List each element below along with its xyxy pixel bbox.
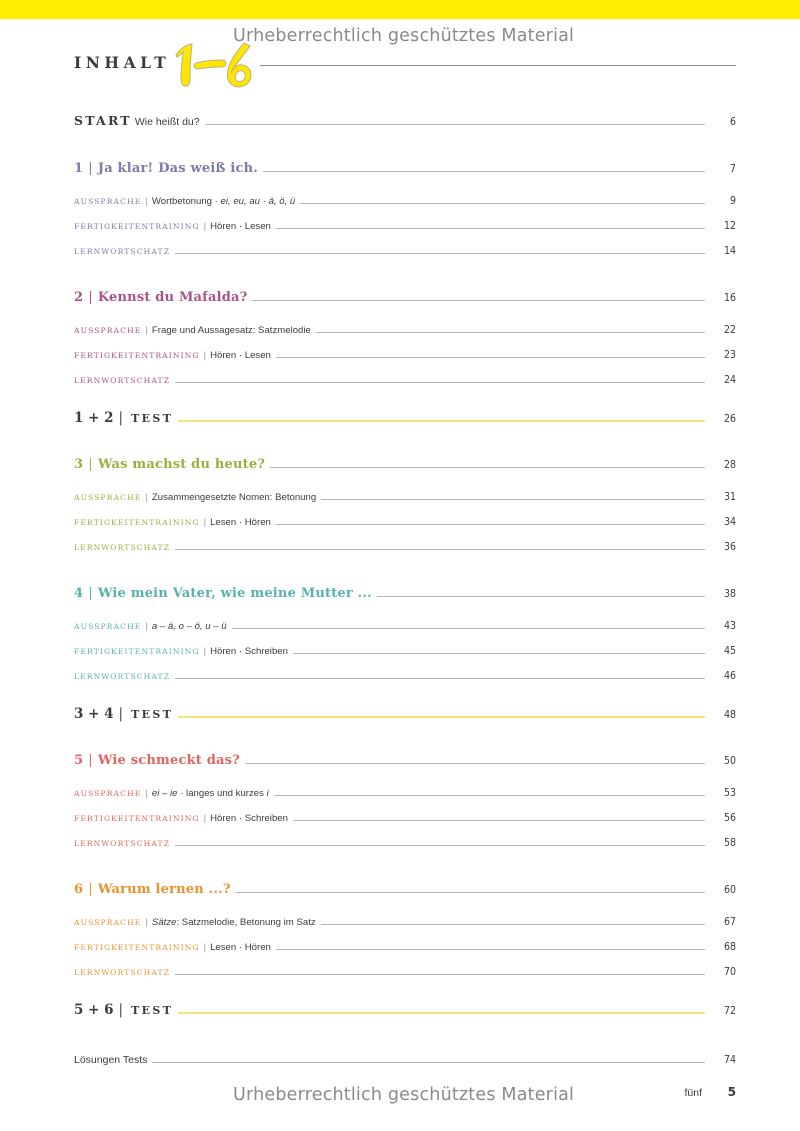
page-number: 74 [723, 1054, 736, 1066]
subrow-label-group [74, 808, 288, 826]
subrow-label-group [74, 370, 170, 388]
leader-line [300, 203, 705, 204]
unit-separator: | [88, 882, 93, 897]
unit-separator: | [88, 290, 93, 305]
subrow-text: Hören · Lesen [210, 350, 271, 361]
start-text: Wie heißt du? [134, 116, 200, 128]
page-footer [74, 1085, 736, 1105]
page-number: 53 [723, 787, 736, 799]
subrow-separator: | [203, 517, 207, 528]
toc-row-unit-6[interactable] [74, 882, 736, 897]
unit-title: Was machst du heute? [97, 457, 266, 472]
subrow-separator: | [145, 788, 148, 799]
page-number: 24 [723, 374, 736, 386]
page-number: 22 [723, 324, 736, 336]
unit-heading [74, 586, 372, 601]
subrow-label-group [74, 616, 227, 634]
leader-line [175, 974, 705, 975]
toc-row-test-5+6[interactable] [74, 1002, 736, 1018]
page-number: 28 [723, 459, 736, 471]
leader-line [205, 124, 705, 125]
page-title: INHALT [74, 53, 171, 72]
test-word: TEST [131, 1004, 174, 1017]
leader-line-yellow [178, 420, 705, 423]
subrow-category: AUSSPRACHE [74, 622, 142, 631]
toc-subrow-fertigkeitentraining[interactable] [74, 808, 736, 826]
page-number: 60 [723, 884, 736, 896]
toc-subrow-fertigkeitentraining[interactable] [74, 216, 736, 234]
subrow-separator: | [203, 813, 207, 824]
spacer [74, 980, 736, 1002]
toc-row-solutions[interactable] [74, 1054, 736, 1067]
subrow-text: Lesen · Hören [210, 517, 271, 528]
page-number: 43 [723, 620, 736, 632]
leader-line [276, 228, 705, 229]
toc-subrow-lernwortschatz[interactable] [74, 833, 736, 851]
spacer [74, 684, 736, 706]
leader-line [236, 892, 705, 893]
subrow-label-group [74, 216, 271, 234]
top-yellow-banner [0, 0, 800, 19]
subrow-label-group [74, 241, 170, 259]
subrow-category: FERTIGKEITENTRAINING [74, 943, 200, 952]
subrow-text: Sätze: Satzmelodie, Betonung im Satz [151, 917, 316, 928]
test-number: 3 + 4 [74, 706, 114, 722]
page-number: 16 [723, 292, 736, 304]
toc-row-unit-3[interactable] [74, 457, 736, 472]
header-rule [260, 65, 736, 66]
page-number: 56 [723, 812, 736, 824]
unit-heading [74, 457, 265, 472]
page-number: 68 [723, 941, 736, 953]
subrow-separator: | [145, 621, 148, 632]
subrow-text: Lesen · Hören [210, 942, 271, 953]
test-word: TEST [131, 412, 174, 425]
subrow-category: AUSSPRACHE [74, 789, 142, 798]
subrow-text: Hören · Lesen [210, 221, 271, 232]
toc-row-test-3+4[interactable] [74, 706, 736, 722]
unit-title: Ja klar! Das weiß ich. [97, 161, 258, 176]
toc-subrow-fertigkeitentraining[interactable] [74, 937, 736, 955]
unit-heading [74, 290, 247, 305]
spacer [74, 305, 736, 313]
subrow-separator: | [203, 350, 207, 361]
leader-line [377, 596, 705, 597]
test-number: 1 + 2 [74, 410, 114, 426]
table-of-contents [74, 112, 736, 1067]
test-word: TEST [131, 708, 174, 721]
test-separator: | [118, 1002, 124, 1018]
leader-line [270, 467, 705, 468]
subrow-separator: | [203, 942, 207, 953]
unit-number: 4 [74, 586, 84, 601]
subrow-category: FERTIGKEITENTRAINING [74, 814, 200, 823]
footer-page-number: 5 [727, 1085, 736, 1099]
spacer [74, 472, 736, 480]
subrow-category: AUSSPRACHE [74, 326, 142, 335]
subrow-label-group [74, 487, 316, 505]
test-separator: | [118, 706, 124, 722]
spacer [74, 426, 736, 457]
subrow-category: LERNWORTSCHATZ [74, 968, 171, 977]
subrow-separator: | [145, 917, 148, 928]
toc-subrow-lernwortschatz[interactable] [74, 370, 736, 388]
toc-subrow-lernwortschatz[interactable] [74, 241, 736, 259]
toc-row-test-1+2[interactable] [74, 410, 736, 426]
copyright-watermark-bottom: Urheberrechtlich geschütztes Material [233, 1085, 575, 1105]
subrow-category: FERTIGKEITENTRAINING [74, 518, 200, 527]
page-header [74, 45, 736, 91]
leader-line [152, 1062, 705, 1063]
subrow-separator: | [145, 196, 148, 207]
toc-subrow-lernwortschatz[interactable] [74, 962, 736, 980]
spacer [74, 722, 736, 753]
toc-row-unit-2[interactable] [74, 290, 736, 305]
unit-number: 6 [74, 882, 84, 897]
toc-body [74, 130, 736, 1018]
toc-subrow-fertigkeitentraining[interactable] [74, 641, 736, 659]
start-row-label [74, 112, 200, 130]
subrow-label-group [74, 937, 271, 955]
unit-title: Kennst du Mafalda? [97, 290, 248, 305]
page-number: 26 [723, 413, 736, 425]
page-number: 31 [723, 491, 736, 503]
leader-line [321, 924, 705, 925]
subrow-text: Frage und Aussagesatz: Satzmelodie [151, 325, 311, 336]
unit-number: 5 [74, 753, 84, 768]
leader-line [276, 949, 705, 950]
page-number: 34 [723, 516, 736, 528]
leader-line [293, 820, 705, 821]
leader-line-yellow [178, 716, 705, 719]
subrow-label-group [74, 641, 288, 659]
page-number: 46 [723, 670, 736, 682]
unit-number: 1 [74, 161, 84, 176]
unit-title: Warum lernen ...? [97, 882, 231, 897]
subrow-label-group [74, 912, 316, 930]
toc-subrow-aussprache[interactable] [74, 783, 736, 801]
subrow-category: FERTIGKEITENTRAINING [74, 647, 200, 656]
spacer [74, 768, 736, 776]
spacer [74, 259, 736, 290]
toc-subrow-fertigkeitentraining[interactable] [74, 345, 736, 363]
subrow-label-group [74, 191, 295, 209]
spacer [74, 897, 736, 905]
unit-separator: | [88, 753, 93, 768]
start-kicker: START [74, 113, 132, 128]
subrow-category: LERNWORTSCHATZ [74, 376, 171, 385]
subrow-category: FERTIGKEITENTRAINING [74, 222, 200, 231]
copyright-watermark-top: Urheberrechtlich geschütztes Material [233, 26, 575, 46]
subrow-label-group [74, 833, 170, 851]
leader-line [276, 357, 705, 358]
unit-number: 2 [74, 290, 84, 305]
subrow-text: Hören · Schreiben [210, 813, 288, 824]
subrow-text: ei – ie · langes und kurzes i [151, 788, 269, 799]
page-number: 48 [723, 709, 736, 721]
leader-line [321, 499, 705, 500]
subrow-text: Hören · Schreiben [210, 646, 288, 657]
subrow-category: LERNWORTSCHATZ [74, 839, 171, 848]
subrow-category: LERNWORTSCHATZ [74, 543, 171, 552]
subrow-label-group [74, 320, 311, 338]
leader-line [263, 171, 705, 172]
leader-line [175, 253, 705, 254]
subrow-separator: | [203, 646, 207, 657]
unit-title: Wie mein Vater, wie meine Mutter ... [97, 586, 372, 601]
page-number: 9 [729, 195, 736, 207]
spacer [74, 130, 736, 161]
subrow-text: Wortbetonung · ei, eu, au · ä, ö, ü [151, 196, 296, 207]
subrow-category: AUSSPRACHE [74, 493, 142, 502]
toc-row-unit-1[interactable] [74, 161, 736, 176]
unit-heading [74, 882, 231, 897]
page-number: 58 [723, 837, 736, 849]
leader-line [252, 300, 705, 301]
subrow-separator: | [203, 221, 207, 232]
page-number: 67 [723, 916, 736, 928]
leader-line [175, 845, 705, 846]
spacer [74, 851, 736, 882]
leader-line [274, 795, 705, 796]
page-number: 36 [723, 541, 736, 553]
chapter-range-doodle [166, 39, 258, 91]
toc-subrow-lernwortschatz[interactable] [74, 537, 736, 555]
toc-subrow-aussprache[interactable] [74, 912, 736, 930]
leader-line [232, 628, 705, 629]
subrow-separator: | [145, 325, 148, 336]
spacer [74, 1018, 736, 1054]
subrow-label-group [74, 783, 269, 801]
leader-line [245, 763, 705, 764]
page-number: 23 [723, 349, 736, 361]
subrow-category: FERTIGKEITENTRAINING [74, 351, 200, 360]
toc-subrow-aussprache[interactable] [74, 191, 736, 209]
page-number: 14 [723, 245, 736, 257]
subrow-label-group [74, 345, 271, 363]
toc-subrow-aussprache[interactable] [74, 320, 736, 338]
subrow-text: Zusammengesetzte Nomen: Betonung [151, 492, 317, 503]
leader-line [175, 549, 705, 550]
toc-subrow-aussprache[interactable] [74, 487, 736, 505]
test-heading [74, 1002, 173, 1018]
unit-separator: | [88, 161, 93, 176]
spacer [74, 176, 736, 184]
toc-row-unit-4[interactable] [74, 586, 736, 601]
test-heading [74, 410, 173, 426]
subrow-label-group [74, 512, 271, 530]
subrow-category: AUSSPRACHE [74, 197, 142, 206]
leader-line [175, 382, 705, 383]
leader-line [316, 332, 705, 333]
page-number: 45 [723, 645, 736, 657]
unit-title: Wie schmeckt das? [97, 753, 240, 768]
subrow-separator: | [145, 492, 148, 503]
test-heading [74, 706, 173, 722]
subrow-label-group [74, 666, 170, 684]
toc-row-start[interactable] [74, 112, 736, 130]
subrow-category: AUSSPRACHE [74, 918, 142, 927]
subrow-text: a – ä, o – ö, u – ü [151, 621, 227, 632]
leader-line [175, 678, 705, 679]
page-number: 72 [723, 1005, 736, 1017]
unit-heading [74, 161, 258, 176]
page-number: 50 [723, 755, 736, 767]
solutions-label: Lösungen Tests [74, 1054, 148, 1066]
test-separator: | [118, 410, 124, 426]
toc-subrow-fertigkeitentraining[interactable] [74, 512, 736, 530]
subrow-label-group [74, 537, 170, 555]
page-number: 38 [723, 588, 736, 600]
spacer [74, 388, 736, 410]
leader-line [276, 524, 705, 525]
spacer [74, 601, 736, 609]
unit-number: 3 [74, 457, 84, 472]
toc-subrow-lernwortschatz[interactable] [74, 666, 736, 684]
page-number: 70 [723, 966, 736, 978]
footer-page-word: fünf [684, 1087, 702, 1099]
unit-heading [74, 753, 240, 768]
test-number: 5 + 6 [74, 1002, 114, 1018]
subrow-label-group [74, 962, 170, 980]
unit-separator: | [88, 457, 93, 472]
page-number: 6 [729, 116, 736, 128]
subrow-category: LERNWORTSCHATZ [74, 247, 171, 256]
toc-row-unit-5[interactable] [74, 753, 736, 768]
subrow-category: LERNWORTSCHATZ [74, 672, 171, 681]
page-number: 7 [729, 163, 736, 175]
page-number: 12 [723, 220, 736, 232]
unit-separator: | [88, 586, 93, 601]
leader-line-yellow [178, 1012, 705, 1015]
leader-line [293, 653, 705, 654]
spacer [74, 555, 736, 586]
toc-subrow-aussprache[interactable] [74, 616, 736, 634]
